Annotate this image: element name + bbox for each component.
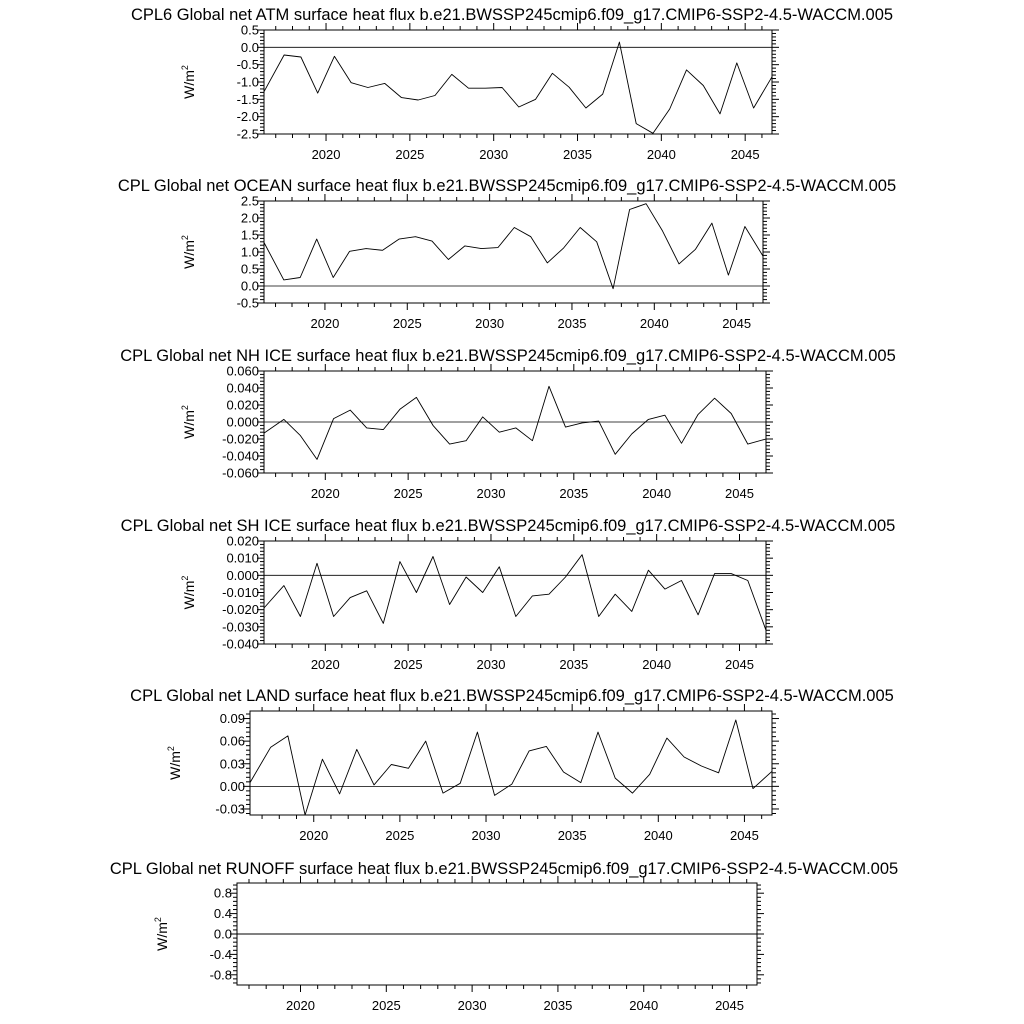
y-tick-label: -0.03	[215, 801, 245, 817]
y-axis-label-superscript: 2	[180, 65, 190, 71]
y-tick-label: 0.0	[213, 926, 232, 942]
panel-sh-ice	[121, 517, 896, 672]
y-tick-label: 0.06	[219, 733, 245, 749]
y-tick-label: -0.030	[222, 619, 259, 635]
y-tick-label: 1.0	[240, 244, 259, 260]
y-axis-label-superscript: 2	[180, 235, 190, 241]
y-tick-label: -1.0	[236, 74, 259, 90]
panel-land	[130, 687, 894, 843]
panel-title: CPL Global net NH ICE surface heat flux b.e21.BWSSP245cmip6.f09_g17.CMIP6-SSP2-4.5-WACCM.005	[120, 347, 896, 365]
x-tick-label: 2040	[639, 316, 669, 331]
y-axis-label	[166, 746, 183, 780]
plot-frame	[264, 541, 766, 644]
series-line	[264, 42, 772, 133]
x-tick-label: 2045	[725, 486, 754, 501]
panel-title: CPL Global net RUNOFF surface heat flux b.e21.BWSSP245cmip6.f09_g17.CMIP6-SSP2-4.5-WACCM.005	[109, 860, 899, 878]
x-tick-label: 2020	[299, 828, 329, 843]
y-axis-label	[180, 576, 197, 610]
y-tick-label: 0.060	[226, 363, 259, 379]
x-tick-label: 2035	[559, 657, 589, 672]
x-tick-label: 2025	[385, 828, 415, 843]
y-tick-label: 0.09	[219, 711, 245, 727]
y-tick-label: -0.8	[209, 967, 232, 983]
x-tick-label: 2035	[543, 998, 573, 1013]
y-tick-label: -0.040	[222, 636, 259, 652]
x-tick-label: 2020	[310, 486, 340, 501]
panel-title: CPL6 Global net ATM surface heat flux b.e21.BWSSP245cmip6.f09_g17.CMIP6-SSP2-4.5-WACCM.005	[130, 6, 894, 24]
x-tick-label: 2045	[715, 998, 745, 1013]
y-tick-label: -0.040	[222, 448, 259, 464]
y-tick-label: 0.03	[219, 756, 245, 772]
y-tick-label: 0.020	[226, 533, 259, 549]
x-tick-label: 2045	[729, 828, 759, 843]
y-tick-label: -0.5	[236, 295, 259, 311]
x-tick-label: 2040	[642, 657, 672, 672]
x-tick-label: 2025	[392, 316, 422, 331]
x-tick-label: 2040	[646, 147, 676, 162]
y-axis-label-unit: W/m	[181, 410, 197, 439]
y-tick-label: 0.8	[213, 885, 232, 901]
panel-title: CPL Global net LAND surface heat flux b.e21.BWSSP245cmip6.f09_g17.CMIP6-SSP2-4.5-WACCM.005	[130, 687, 894, 705]
plot-frame	[250, 711, 772, 815]
panel-title: CPL Global net OCEAN surface heat flux b.e21.BWSSP245cmip6.f09_g17.CMIP6-SSP2-4.5-WACCM.005	[117, 177, 897, 195]
y-tick-label: 0.5	[240, 22, 259, 38]
x-tick-label: 2035	[563, 147, 592, 162]
y-tick-label: 0.010	[226, 550, 259, 566]
y-tick-label: 0.00	[219, 778, 245, 794]
y-tick-label: 0.4	[213, 906, 232, 922]
series-line	[264, 204, 763, 289]
x-tick-label: 2030	[476, 657, 506, 672]
x-tick-label: 2040	[642, 486, 672, 501]
y-axis-label-unit: W/m	[181, 70, 197, 99]
x-tick-label: 2030	[457, 998, 487, 1013]
x-tick-label: 2040	[643, 828, 673, 843]
x-tick-label: 2020	[310, 657, 340, 672]
x-tick-label: 2045	[725, 657, 754, 672]
y-tick-label: -0.060	[222, 465, 259, 481]
y-axis-label-unit: W/m	[154, 922, 170, 951]
y-tick-label: -2.5	[236, 126, 259, 142]
series-line	[250, 720, 772, 815]
x-tick-label: 2035	[557, 828, 587, 843]
panel-title: CPL Global net SH ICE surface heat flux b.e21.BWSSP245cmip6.f09_g17.CMIP6-SSP2-4.5-WACCM.005	[120, 517, 896, 535]
plot-frame	[264, 201, 763, 303]
y-axis-label	[180, 235, 197, 269]
x-tick-label: 2025	[393, 657, 423, 672]
y-tick-label: 0.0	[240, 39, 259, 55]
panel-ocean	[118, 177, 896, 331]
y-tick-label: -0.020	[222, 431, 259, 447]
y-axis-label	[153, 917, 170, 951]
panel-atm	[131, 6, 893, 162]
y-axis-label-unit: W/m	[167, 751, 183, 780]
y-axis-label-superscript: 2	[180, 405, 190, 411]
y-axis-label	[180, 65, 197, 99]
y-axis-label	[180, 405, 197, 439]
y-tick-label: 1.5	[240, 227, 259, 243]
y-tick-label: 0.020	[226, 397, 259, 413]
y-tick-label: -0.020	[222, 602, 259, 618]
y-axis-label-unit: W/m	[181, 580, 197, 610]
y-axis-label-superscript: 2	[153, 917, 163, 923]
x-tick-label: 2030	[475, 316, 505, 331]
y-tick-label: 0.000	[226, 414, 259, 430]
y-tick-label: 2.5	[240, 193, 259, 209]
panel-runoff	[110, 860, 898, 1013]
x-tick-label: 2030	[476, 486, 506, 501]
x-tick-label: 2040	[629, 998, 659, 1013]
x-tick-label: 2035	[559, 486, 589, 501]
x-tick-label: 2025	[371, 998, 401, 1013]
y-tick-label: 0.5	[240, 261, 259, 277]
y-axis-label-superscript: 2	[180, 575, 190, 581]
x-tick-label: 2030	[479, 147, 509, 162]
series-line	[264, 555, 766, 631]
y-axis-label-superscript: 2	[166, 746, 176, 752]
x-tick-label: 2020	[286, 998, 315, 1013]
x-tick-label: 2045	[722, 316, 752, 331]
plot-frame	[264, 30, 772, 134]
x-tick-label: 2020	[310, 316, 340, 331]
series-line	[264, 386, 766, 459]
x-tick-label: 2035	[557, 316, 587, 331]
y-tick-label: -0.5	[236, 57, 259, 73]
x-tick-label: 2030	[471, 828, 501, 843]
x-tick-label: 2025	[395, 147, 425, 162]
y-axis-label-unit: W/m	[181, 240, 197, 269]
y-tick-label: -1.5	[236, 91, 259, 107]
y-tick-label: -0.010	[222, 585, 259, 600]
x-tick-label: 2045	[730, 147, 760, 162]
x-tick-label: 2025	[393, 486, 423, 501]
y-tick-label: 2.0	[240, 210, 259, 226]
y-tick-label: 0.0	[240, 278, 259, 294]
y-tick-label: 0.000	[226, 567, 259, 583]
y-tick-label: -2.0	[236, 109, 259, 125]
x-tick-label: 2020	[311, 147, 341, 162]
y-tick-label: 0.040	[226, 380, 259, 396]
panel-nh-ice	[120, 347, 896, 501]
y-tick-label: -0.4	[209, 946, 232, 962]
